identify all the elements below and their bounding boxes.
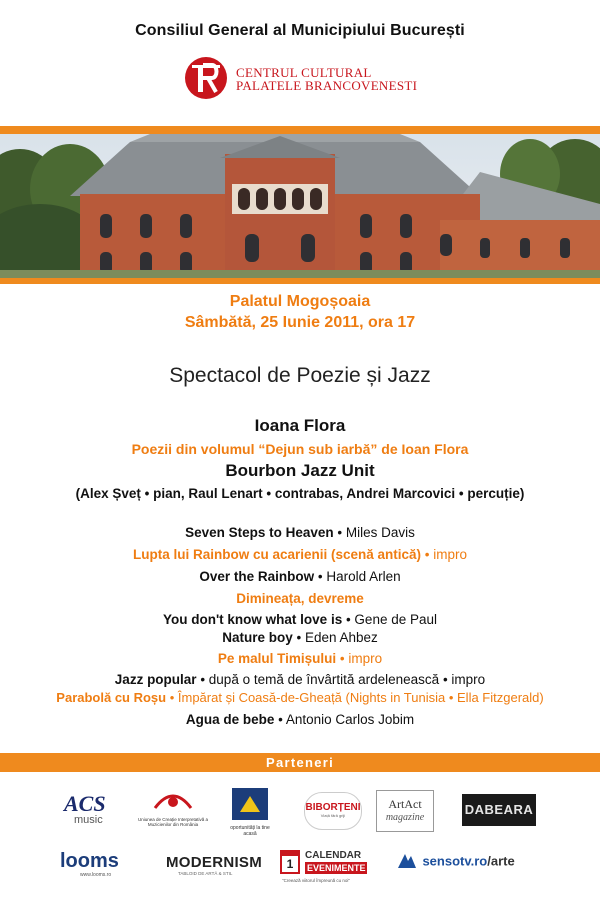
program-item: Over the Rainbow • Harold Arlen bbox=[199, 569, 401, 584]
cultural-center-logo bbox=[184, 56, 424, 106]
looms-logo: looms www.looms.ro bbox=[60, 850, 119, 878]
calendar-evenimente-logo: 1 CALENDAR EVENIMENTE "Creează viitorul împreună cu noi" bbox=[282, 850, 366, 883]
ucimr-logo: Uniunea de Creație Interpretativă a Muzicienilor din România bbox=[134, 788, 212, 834]
oportunitati-logo: oportunități la tine acasă bbox=[230, 788, 270, 834]
palace-photo bbox=[0, 134, 600, 280]
council-title: Consiliul General al Municipiului București bbox=[135, 22, 465, 39]
cultural-center-emblem-icon bbox=[184, 56, 228, 100]
biborteni-logo: BIBORȚENI Viață fără griji bbox=[304, 792, 362, 830]
program-item: You don't know what love is • Gene de Paul bbox=[162, 612, 437, 627]
oportunitati-emblem-icon bbox=[232, 788, 268, 820]
program-item: Pe malul Timișului • impro bbox=[217, 651, 383, 666]
poem-note: Poezii din volumul “Dejun sub iarbă” de Ioan Flora bbox=[131, 441, 469, 457]
program-item: Parabolă cu Roșu • Împărat și Coasă-de-Gheață (Nights in Tunisia • Ella Fitzgerald) bbox=[56, 690, 544, 705]
bottom-accent-band bbox=[0, 278, 600, 284]
band-members: (Alex Șveț • pian, Raul Lenart • contrabas, Andrei Marcovici • percuție) bbox=[75, 486, 525, 501]
show-title: Spectacol de Poezie și Jazz bbox=[169, 364, 431, 387]
top-accent-band bbox=[0, 126, 600, 134]
sensotv-logo: sensotv.ro/arte bbox=[396, 852, 536, 882]
program-item: Lupta lui Rainbow cu acarienii (scenă antică) • impro bbox=[132, 547, 468, 562]
logo-line-2: PALATELE BRANCOVENESTI bbox=[236, 78, 418, 93]
event-venue: Palatul Mogoșoaia bbox=[229, 293, 371, 310]
event-date: Sâmbătă, 25 Iunie 2011, ora 17 bbox=[184, 314, 416, 331]
logo-line-1: CENTRUL CULTURAL bbox=[236, 65, 372, 80]
acs-music-logo: ACS music bbox=[64, 791, 106, 826]
program-item: Seven Steps to Heaven • Miles Davis bbox=[185, 525, 415, 540]
dabeara-logo: DABEARA bbox=[462, 794, 536, 826]
program-item: Dimineața, devreme bbox=[236, 591, 364, 606]
sensotv-emblem-icon bbox=[396, 852, 418, 870]
partners-heading: Parteneri bbox=[0, 753, 600, 772]
calendar-icon: 1 bbox=[280, 850, 300, 874]
program-item: Agua de bebe • Antonio Carlos Jobim bbox=[185, 712, 415, 727]
performer-name: Ioana Flora bbox=[254, 416, 346, 435]
modernism-logo: MODERNISM TABLOID DE ARTĂ & STIL bbox=[166, 854, 263, 876]
program-item: Nature boy • Eden Ahbez bbox=[222, 630, 378, 645]
ucimr-emblem-icon bbox=[151, 788, 195, 812]
band-name: Bourbon Jazz Unit bbox=[225, 461, 375, 480]
artact-magazine-logo: ArtAct magazine bbox=[376, 790, 434, 832]
program-item: Jazz popular • după o temă de învârtită ardelenească • impro bbox=[114, 672, 486, 687]
